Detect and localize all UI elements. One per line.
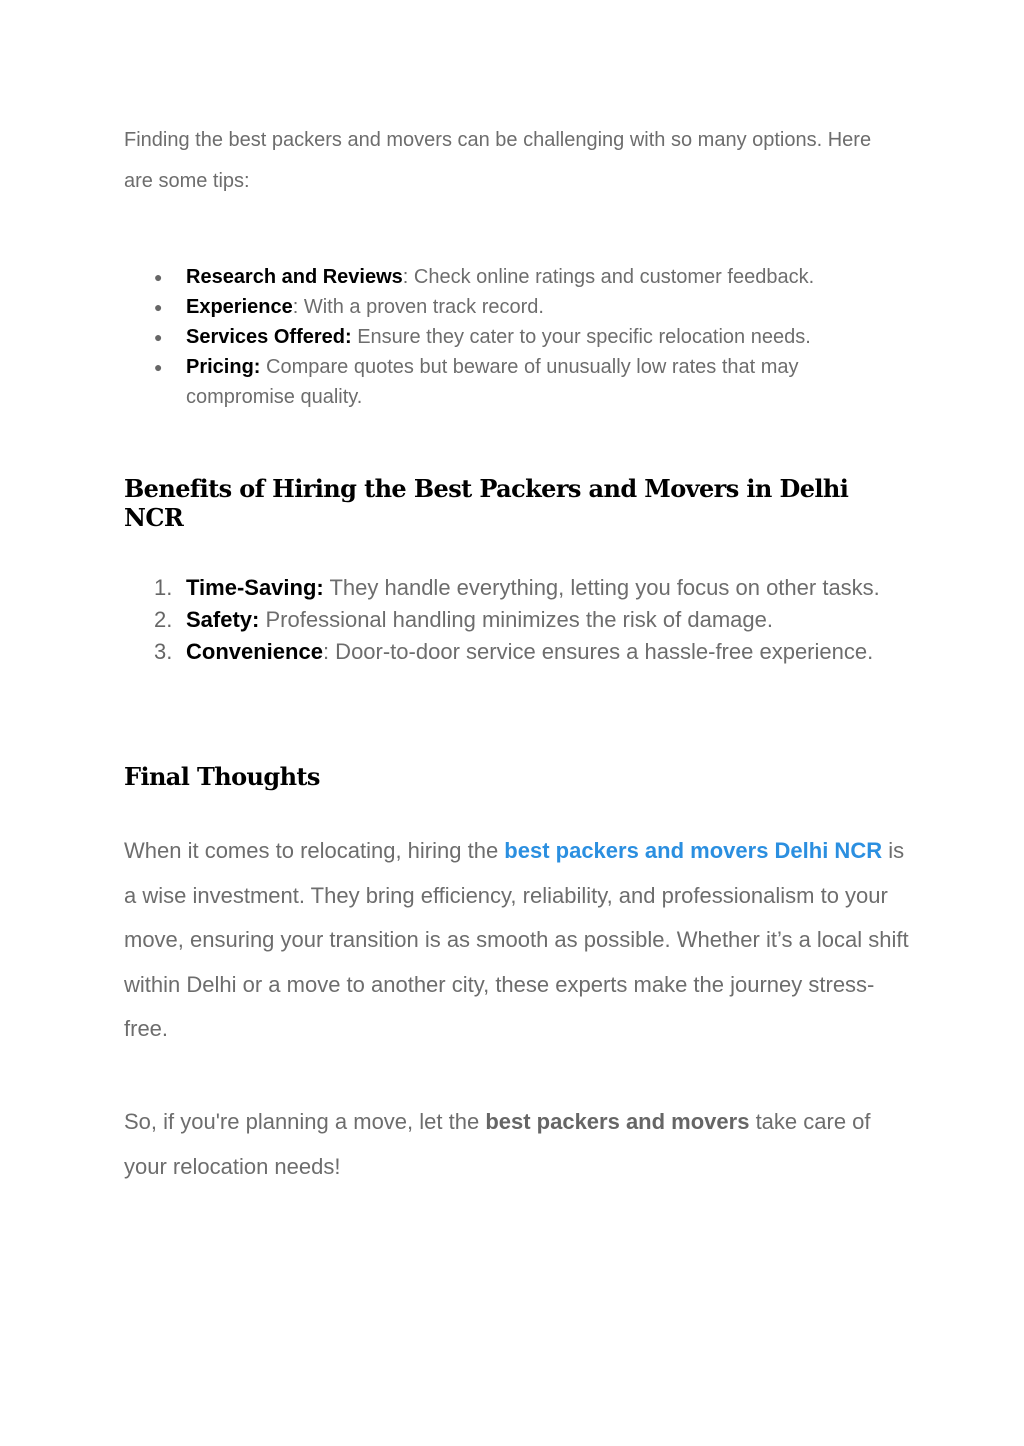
benefit-separator: : — [316, 575, 324, 600]
final-paragraph — [124, 829, 914, 1052]
closing-bold-text: best packers and movers — [485, 1109, 750, 1134]
tip-separator: : — [253, 356, 261, 378]
final-thoughts-heading: Final Thoughts — [124, 762, 320, 791]
list-number: 2. — [154, 607, 173, 632]
bullet-icon: ● — [154, 359, 163, 375]
list-number: 3. — [154, 639, 173, 664]
benefit-term: Time-Saving — [186, 575, 317, 600]
final-text-before-link: When it comes to relocating, hiring the — [124, 838, 505, 863]
list-item — [124, 604, 904, 636]
best-packers-link[interactable]: best packers and movers Delhi NCR — [504, 838, 883, 863]
benefit-text: Professional handling minimizes the risk of damage. — [259, 607, 773, 632]
list-number: 1. — [154, 575, 173, 600]
bullet-icon: ● — [154, 299, 163, 315]
list-item — [124, 572, 904, 604]
benefit-term: Safety — [186, 607, 253, 632]
benefit-text: Door-to-door service ensures a hassle-free experience. — [329, 639, 874, 664]
tip-text: Compare quotes but beware of unusually low rates that may compromise quality. — [186, 356, 799, 408]
closing-text-before: So, if you're planning a move, let the — [124, 1109, 486, 1134]
final-text-after-link: is a wise investment. They bring efficiency, reliability, and professionalism to your move, ensuring your transition is as smooth as possible. Whether it’s a local shift within Delhi or a move to another city, these experts make the journey stress-free. — [124, 838, 909, 1042]
benefit-text: They handle everything, letting you focus on other tasks. — [323, 575, 880, 600]
bullet-icon: ● — [154, 269, 163, 285]
tip-term: Experience — [186, 296, 293, 318]
closing-text-after: take care of your relocation needs! — [124, 1109, 871, 1179]
list-item — [124, 262, 864, 292]
tip-separator: : — [344, 326, 352, 348]
tip-separator: : — [402, 266, 409, 288]
tip-term: Services Offered — [186, 326, 345, 348]
tip-term: Research and Reviews — [186, 266, 403, 288]
list-item — [124, 352, 864, 412]
tip-text: Ensure they cater to your specific relocation needs. — [351, 326, 811, 348]
benefit-separator: : — [322, 639, 330, 664]
list-item — [124, 636, 904, 668]
benefits-heading: Benefits of Hiring the Best Packers and Movers in Delhi NCR — [124, 474, 849, 532]
tip-separator: : — [292, 296, 299, 318]
tip-term: Pricing — [186, 356, 254, 378]
tip-text: With a proven track record. — [298, 296, 544, 318]
intro-paragraph: Finding the best packers and movers can be challenging with so many options. Here are some tips: — [124, 129, 872, 192]
bullet-icon: ● — [154, 329, 163, 345]
tips-list — [124, 262, 864, 412]
list-item — [124, 322, 864, 352]
benefit-separator: : — [252, 607, 260, 632]
benefits-list — [124, 572, 904, 668]
closing-paragraph — [124, 1100, 914, 1189]
benefit-term: Convenience — [186, 639, 323, 664]
tip-text: Check online ratings and customer feedback. — [408, 266, 815, 288]
list-item — [124, 292, 864, 322]
